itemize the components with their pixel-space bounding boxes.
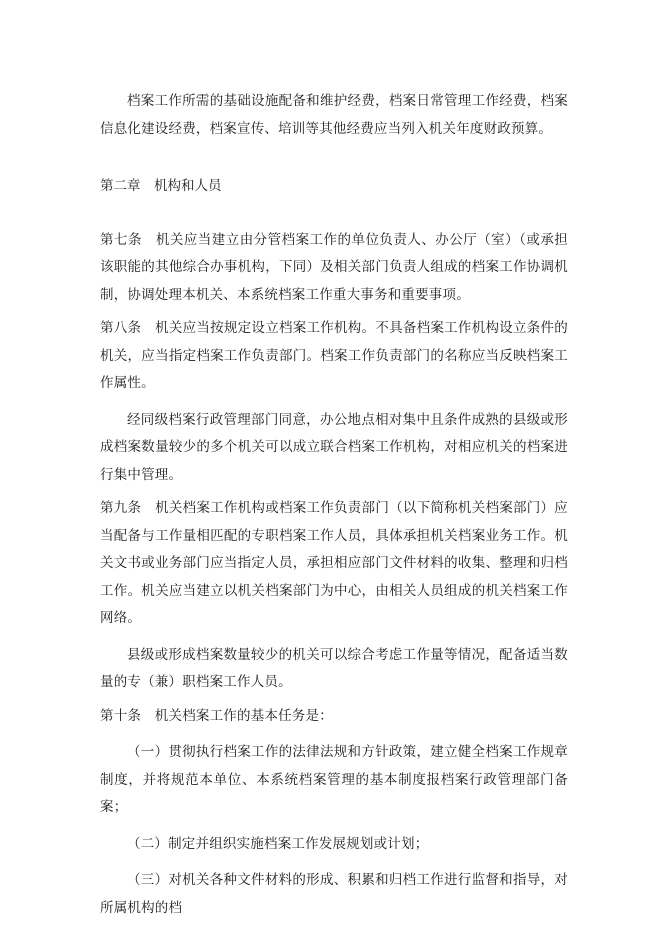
list-item-3: （三）对机关各种文件材料的形成、积累和归档工作进行监督和指导，对所属机构的档 bbox=[100, 872, 568, 916]
article-8: 第八条 机关应当按规定设立档案工作机构。不具备档案工作机构设立条件的机关，应当指定档案工作负责部门。档案工作负责部门的名称应当反映档案工作属性。 bbox=[100, 320, 568, 391]
list-item-1: （一）贯彻执行档案工作的法律法规和方针政策，建立健全档案工作规章制度，并将规范本单位、本系统档案管理的基本制度报档案行政管理部门备案； bbox=[100, 744, 568, 815]
article-10: 第十条 机关档案工作的基本任务是： bbox=[100, 707, 333, 724]
list-item-2: （二）制定并组织实施档案工作发展规划或计划； bbox=[127, 835, 429, 852]
paragraph-funding: 档案工作所需的基础设施配备和维护经费，档案日常管理工作经费，档案信息化建设经费，档案宣传、培训等其他经费应当列入机关年度财政预算。 bbox=[100, 93, 568, 137]
spacer bbox=[100, 633, 568, 642]
spacer bbox=[100, 398, 568, 407]
document-body bbox=[100, 88, 568, 922]
spacer bbox=[100, 201, 568, 227]
spacer bbox=[100, 858, 568, 867]
article-8-paragraph-2: 经同级档案行政管理部门同意，办公地点相对集中且条件成熟的县级或形成档案数量较少的多个机关可以成立联合档案工作机构，对相应机关的档案进行集中管理。 bbox=[100, 411, 568, 483]
article-7: 第七条 机关应当建立由分管档案工作的单位负责人、办公厅（室）（或承担该职能的其他综合办事机构，下同）及相关部门负责人组成的档案工作协调机制，协调处理本机关、本系统档案工作重大事务和重要事项。 bbox=[100, 231, 568, 303]
article-9: 第九条 机关档案工作机构或档案工作负责部门（以下简称机关档案部门）应当配备与工作量相匹配的专职档案工作人员，具体承担机关档案业务工作。机关文书或业务部门应当指定人员，承担相应部门文件材料的收集、整理和归档工作。机关应当建立以机关档案部门为中心，由相关人员组成的机关档案工作网络。 bbox=[100, 500, 568, 626]
chapter-heading: 第二章 机构和人员 bbox=[100, 178, 222, 194]
spacer bbox=[100, 822, 568, 831]
spacer bbox=[100, 730, 568, 739]
spacer bbox=[100, 143, 568, 173]
article-9-paragraph-2: 县级或形成档案数量较少的机关可以综合考虑工作量等情况，配备适当数量的专（兼）职档案工作人员。 bbox=[100, 646, 568, 690]
